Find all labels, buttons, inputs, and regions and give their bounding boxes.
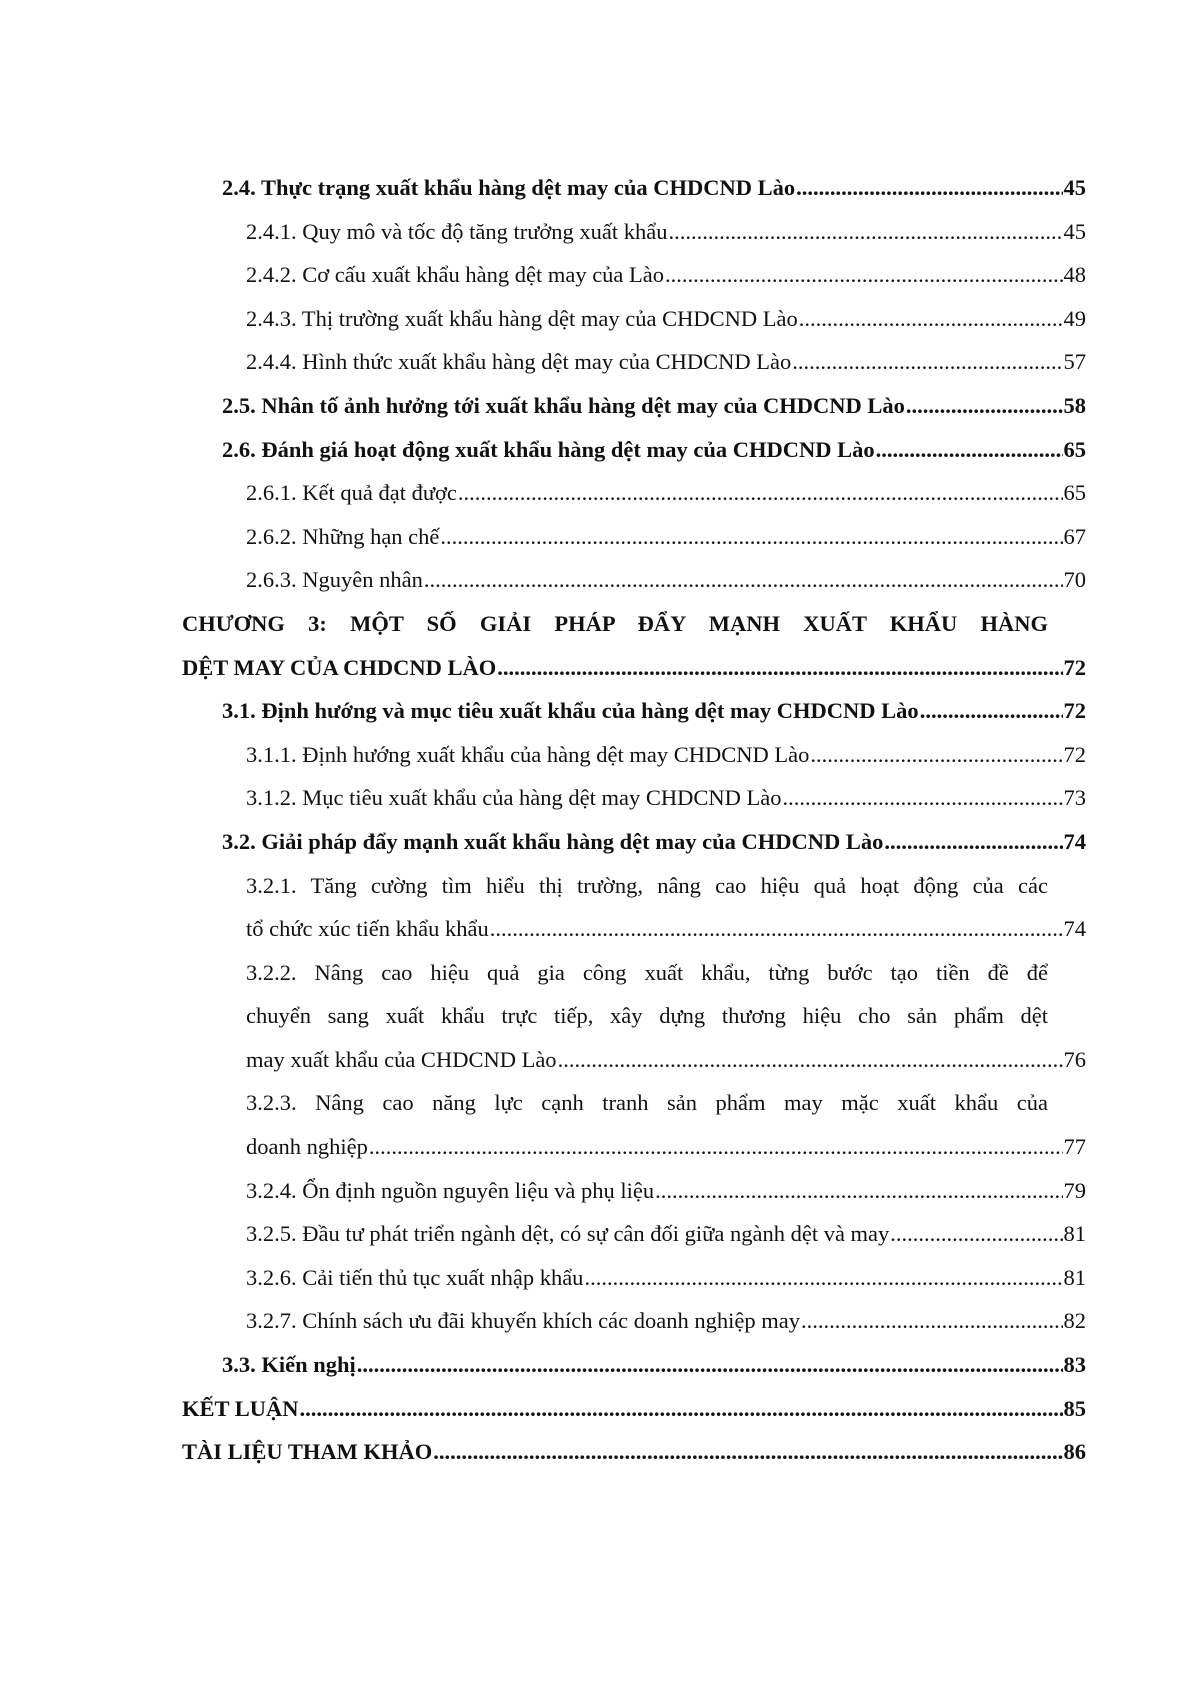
toc-entry-title: 3.2.7. Chính sách ưu đãi khuyến khích các doanh nghiệp may: [246, 1308, 800, 1334]
toc-entry-2-4-2[interactable]: [200, 253, 1086, 297]
toc-entry-title: 2.4. Thực trạng xuất khẩu hàng dệt may của CHDCND Lào: [222, 175, 796, 200]
dot-leader: [440, 515, 1062, 559]
toc-page-number: 73: [1063, 785, 1086, 811]
toc-entry-title: 3.1.1. Định hướng xuất khẩu của hàng dệt may CHDCND Lào: [246, 741, 810, 767]
dot-leader: [655, 1169, 1062, 1213]
dot-leader: [669, 210, 1063, 254]
toc-entry-title-line-1: CHƯƠNG 3: MỘT SỐ GIẢI PHÁP ĐẨY MẠNH XUẤT KHẨU HÀNG: [182, 610, 1048, 636]
toc-entry-2-6-1[interactable]: [200, 471, 1086, 515]
toc-entry-title: 2.5. Nhân tố ảnh hưởng tới xuất khẩu hàng dệt may của CHDCND Lào: [222, 392, 905, 418]
toc-page-number: 70: [1063, 567, 1086, 593]
toc-entry-2-6[interactable]: [200, 428, 1086, 472]
toc-entry-title: 3.1.2. Mục tiêu xuất khẩu của hàng dệt may CHDCND Lào: [246, 785, 782, 811]
dot-leader: [801, 1299, 1063, 1343]
toc-entry-3-2-6[interactable]: [200, 1256, 1086, 1300]
toc-entry-title: 2.6.3. Nguyên nhân: [246, 567, 423, 593]
toc-page-number: 82: [1063, 1308, 1086, 1334]
toc-entry-title: 2.4.3. Thị trường xuất khẩu hàng dệt may của CHDCND Lào: [246, 305, 798, 331]
toc-page-number: 81: [1063, 1264, 1086, 1290]
toc-entry-3-1[interactable]: [200, 689, 1086, 733]
toc-entry-title: 2.4.2. Cơ cấu xuất khẩu hàng dệt may của Lào: [246, 262, 665, 288]
dot-leader: [890, 1212, 1062, 1256]
toc-page-number: 76: [1063, 1046, 1086, 1072]
toc-page-number: 65: [1063, 436, 1086, 462]
toc-page-number: 48: [1063, 262, 1086, 288]
dot-leader: [490, 907, 1063, 951]
toc-page-number: 86: [1063, 1439, 1086, 1465]
toc-entry-title-line-1: 3.2.2. Nâng cao hiệu quả gia công xuất khẩu, từng bước tạo tiền đề để: [246, 959, 1048, 985]
dot-leader: [424, 558, 1063, 602]
toc-entry-3-2-7[interactable]: [200, 1299, 1086, 1343]
toc-entry-3-2-3[interactable]: [200, 1081, 1086, 1168]
toc-entry-2-4-1[interactable]: [200, 210, 1086, 254]
toc-entry-title: 3.3. Kiến nghị: [222, 1352, 356, 1378]
toc-entry-title: 2.4.1. Quy mô và tốc độ tăng trưởng xuất khẩu: [246, 218, 668, 244]
toc-page-number: 45: [1063, 218, 1086, 244]
toc-entry-2-6-2[interactable]: [200, 515, 1086, 559]
dot-leader: [799, 297, 1063, 341]
dot-leader: [665, 253, 1062, 297]
toc-entry-2-4[interactable]: [200, 166, 1086, 210]
toc-entry-3-2-4[interactable]: [200, 1169, 1086, 1213]
toc-entry-3-1-2[interactable]: [200, 776, 1086, 820]
dot-leader: [558, 1038, 1063, 1082]
toc-page-number: 81: [1063, 1221, 1086, 1247]
toc-entry-2-4-3[interactable]: [200, 297, 1086, 341]
toc-page-number: 77: [1063, 1134, 1086, 1160]
toc-entry-title: 3.2.4. Ổn định nguồn nguyên liệu và phụ liệu: [246, 1177, 655, 1203]
dot-leader: [433, 1430, 1062, 1474]
dot-leader: [920, 689, 1063, 733]
dot-leader: [584, 1256, 1062, 1300]
dot-leader: [458, 471, 1063, 515]
toc-page-number: 83: [1063, 1352, 1086, 1378]
toc-entry-3-2[interactable]: [200, 820, 1086, 864]
toc-entry-3-2-1[interactable]: [200, 864, 1086, 951]
toc-entry-title: 2.4.4. Hình thức xuất khẩu hàng dệt may của CHDCND Lào: [246, 349, 792, 375]
toc-entry-title: 2.6. Đánh giá hoạt động xuất khẩu hàng dệt may của CHDCND Lào: [222, 436, 875, 462]
toc-entry-2-4-4[interactable]: [200, 340, 1086, 384]
toc-page-number: 45: [1063, 175, 1086, 200]
toc-page-number: 74: [1063, 828, 1086, 854]
toc-entry-title: TÀI LIỆU THAM KHẢO: [182, 1439, 433, 1465]
toc-entry-3-2-5[interactable]: [200, 1212, 1086, 1256]
toc-entry-2-6-3[interactable]: [200, 558, 1086, 602]
toc-entry-title-line-2: DỆT MAY CỦA CHDCND LÀO: [182, 654, 497, 680]
table-of-contents: [182, 166, 1086, 1474]
toc-entry-title-line-1: 3.2.1. Tăng cường tìm hiểu thị trường, nâng cao hiệu quả hoạt động của các: [246, 872, 1048, 898]
toc-entry-chapter-3[interactable]: [182, 602, 1086, 689]
toc-page-number: 57: [1063, 349, 1086, 375]
dot-leader: [876, 428, 1063, 472]
toc-entry-title: 3.2. Giải pháp đẩy mạnh xuất khẩu hàng dệt may của CHDCND Lào: [222, 828, 884, 854]
toc-entry-title-line-2: chuyển sang xuất khẩu trực tiếp, xây dựng thương hiệu cho sản phẩm dệt: [246, 1003, 1048, 1029]
toc-entry-title: 2.6.1. Kết quả đạt được: [246, 480, 457, 506]
toc-entry-conclusion[interactable]: [182, 1387, 1086, 1431]
toc-page-number: 74: [1063, 916, 1086, 942]
toc-entry-3-3[interactable]: [200, 1343, 1086, 1387]
dot-leader: [357, 1343, 1063, 1387]
toc-entry-title: 3.2.5. Đầu tư phát triển ngành dệt, có sự cân đối giữa ngành dệt và may: [246, 1221, 890, 1247]
toc-page-number: 65: [1063, 480, 1086, 506]
toc-page-number: 72: [1063, 741, 1086, 767]
toc-entry-title-line-2: tổ chức xúc tiến khẩu khẩu: [246, 916, 489, 942]
toc-page-number: 67: [1063, 523, 1086, 549]
toc-entry-2-5[interactable]: [200, 384, 1086, 428]
toc-entry-title: 2.6.2. Những hạn chế: [246, 523, 440, 549]
dot-leader: [884, 820, 1062, 864]
dot-leader: [810, 733, 1062, 777]
toc-entry-3-1-1[interactable]: [200, 733, 1086, 777]
toc-entry-title-line-2: doanh nghiệp: [246, 1134, 368, 1160]
toc-page-number: 85: [1063, 1395, 1086, 1421]
toc-entry-title-line-3: may xuất khẩu của CHDCND Lào: [246, 1046, 557, 1072]
dot-leader: [497, 646, 1062, 690]
toc-entry-title: 3.2.6. Cải tiến thủ tục xuất nhập khẩu: [246, 1264, 584, 1290]
toc-entry-title: KẾT LUẬN: [182, 1395, 299, 1421]
toc-entry-title: 3.1. Định hướng và mục tiêu xuất khẩu của hàng dệt may CHDCND Lào: [222, 698, 919, 724]
toc-page-number: 58: [1063, 392, 1086, 418]
dot-leader: [783, 776, 1063, 820]
toc-entry-references[interactable]: [182, 1430, 1086, 1474]
toc-entry-3-2-2[interactable]: [200, 951, 1086, 1082]
dot-leader: [300, 1387, 1063, 1431]
toc-entry-title-line-1: 3.2.3. Nâng cao năng lực cạnh tranh sản phẩm may mặc xuất khẩu của: [246, 1090, 1048, 1116]
dot-leader: [792, 340, 1062, 384]
toc-page-number: 49: [1063, 305, 1086, 331]
toc-page-number: 79: [1063, 1177, 1086, 1203]
dot-leader: [906, 384, 1063, 428]
toc-page-number: 72: [1063, 654, 1086, 680]
dot-leader: [369, 1125, 1063, 1169]
toc-page-number: 72: [1063, 698, 1086, 724]
dot-leader: [796, 166, 1062, 210]
